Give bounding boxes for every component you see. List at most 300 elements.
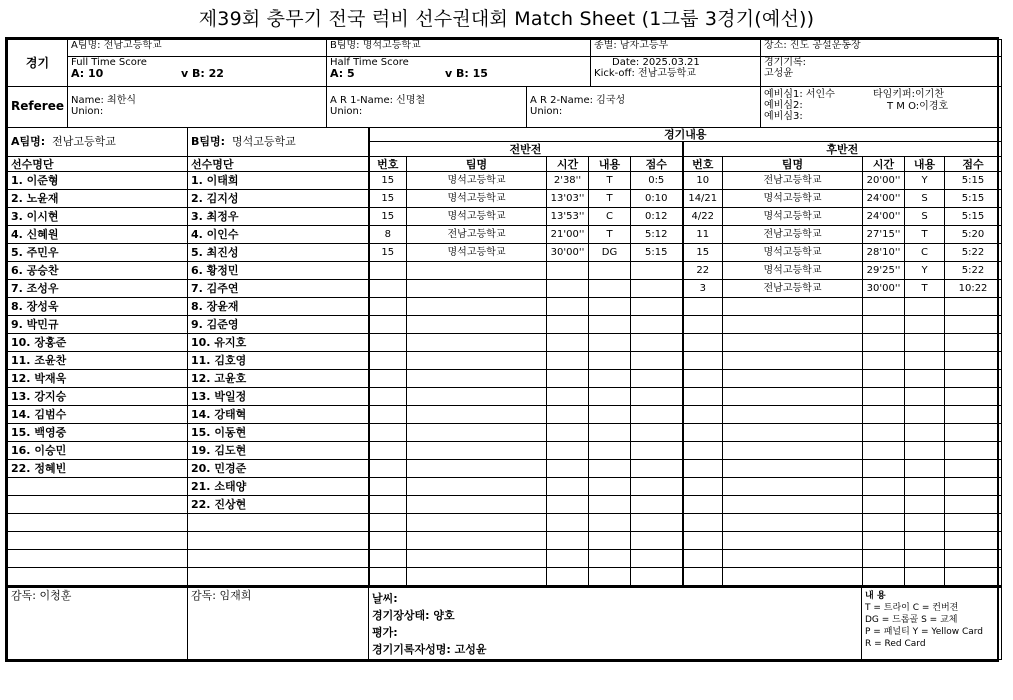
first-half-score [631,532,683,550]
half-score-a: A: 5 [330,67,355,80]
player-a: 10. 장홍준 [8,334,188,352]
first-half-score [631,388,683,406]
category: 종별: 남자고등부 [591,40,761,57]
second-half-time [863,298,905,316]
second-half-content: T [905,280,945,298]
half-time-label: Half Time Score [330,57,409,68]
first-half-time: 13'53'' [547,208,589,226]
first-half-content [589,568,631,586]
second-half-score [945,316,1002,334]
player-a: 14. 김범수 [8,406,188,424]
roster-row [8,460,1002,478]
second-half-no [683,316,723,334]
second-half-time: 30'00'' [863,280,905,298]
half-score-b: v B: 15 [445,67,488,80]
second-half-content: T [905,226,945,244]
referee-label: Referee [8,87,68,127]
second-half-no [683,514,723,532]
match-label: 경기 [8,40,68,87]
first-half-no [369,550,407,568]
second-half-score [945,532,1002,550]
second-half-team [723,316,863,334]
player-a [8,532,188,550]
team-a-name: 전남고등학교 [52,135,116,149]
first-half-score [631,514,683,532]
first-half-content [589,550,631,568]
player-a: 2. 노윤재 [8,190,188,208]
second-half-content [905,370,945,388]
second-half-time [863,442,905,460]
second-half-no [683,478,723,496]
second-half-score: 5:22 [945,244,1002,262]
player-b [188,514,369,532]
second-half-content [905,406,945,424]
second-half-score [945,370,1002,388]
first-half-team [407,352,547,370]
roster-row [8,424,1002,442]
second-half-team [723,478,863,496]
timekeeper: 타임키퍼:이기찬 [873,89,944,100]
first-half-team [407,298,547,316]
second-half-score: 10:22 [945,280,1002,298]
first-half-no: 8 [369,226,407,244]
player-a: 6. 공승찬 [8,262,188,280]
player-a: 11. 조윤찬 [8,352,188,370]
roster-row [8,316,1002,334]
field-condition: 경기장상태: 양호 [372,609,455,622]
full-time-cell [68,57,327,87]
player-a [8,496,188,514]
first-half-content [589,280,631,298]
second-half-time [863,550,905,568]
team-b-label-main: B팀명: [191,135,226,149]
player-a: 9. 박민규 [8,316,188,334]
full-score-a: A: 10 [71,67,104,80]
second-half-score [945,388,1002,406]
weather: 날씨: [372,592,398,605]
first-half-no [369,262,407,280]
first-half-score [631,316,683,334]
second-half-team: 명석고등학교 [723,262,863,280]
first-half-time: 2'38'' [547,172,589,190]
match-sheet [5,37,999,662]
first-half-team [407,532,547,550]
second-half-content [905,568,945,586]
first-half-time [547,316,589,334]
first-half-content: T [589,172,631,190]
second-half-score [945,550,1002,568]
first-half-header: 전반전 [369,142,683,157]
roster-row [8,334,1002,352]
full-score-b: v B: 22 [181,67,224,80]
reserve-2: 예비심2: [764,100,803,111]
second-half-no [683,406,723,424]
first-half-team [407,262,547,280]
second-half-content [905,424,945,442]
second-half-time [863,532,905,550]
second-half-content: C [905,244,945,262]
second-half-team [723,460,863,478]
first-half-score [631,550,683,568]
first-half-content [589,442,631,460]
ar2-union: Union: [530,106,563,117]
second-half-no [683,532,723,550]
second-half-score [945,424,1002,442]
player-b: 10. 유지호 [188,334,369,352]
ar2-cell [527,87,761,127]
second-half-time [863,370,905,388]
second-half-no [683,298,723,316]
second-half-team: 명석고등학교 [723,208,863,226]
first-half-time [547,442,589,460]
first-half-score: 5:15 [631,244,683,262]
roster-a-header: 선수명단 [8,157,188,172]
first-half-no [369,280,407,298]
first-half-team [407,316,547,334]
legend [862,587,1002,659]
team-b-cell [188,128,369,157]
second-half-time: 24'00'' [863,208,905,226]
second-half-no [683,370,723,388]
first-half-content: T [589,226,631,244]
first-half-no [369,352,407,370]
player-a: 16. 이승민 [8,442,188,460]
roster-b-header: 선수명단 [188,157,369,172]
player-b: 2. 김지성 [188,190,369,208]
roster-row [8,496,1002,514]
first-half-content [589,262,631,280]
first-half-time [547,406,589,424]
tmo: T M O:이경호 [887,101,949,112]
recorder-label: 경기기록: [764,57,807,68]
first-half-no [369,298,407,316]
second-half-team [723,532,863,550]
second-half-score [945,514,1002,532]
first-half-no [369,316,407,334]
record-writer: 경기기록자성명: 고성윤 [372,643,487,656]
second-half-score: 5:15 [945,172,1002,190]
full-time-label: Full Time Score [71,57,147,68]
second-half-no [683,460,723,478]
player-a: 4. 신혜원 [8,226,188,244]
second-half-no: 4/22 [683,208,723,226]
first-half-score [631,424,683,442]
first-half-score: 5:12 [631,226,683,244]
team-a-label-main: A팀명: [11,135,46,149]
fh-col-score: 점수 [631,157,683,172]
first-half-content [589,424,631,442]
second-half-content [905,550,945,568]
first-half-time: 30'00'' [547,244,589,262]
first-half-time: 21'00'' [547,226,589,244]
legend-line: T = 트라이 C = 컨버젼 [865,603,959,613]
player-a: 1. 이준형 [8,172,188,190]
second-half-score: 5:15 [945,208,1002,226]
venue: 장소: 진도 공설운동장 [761,40,1002,57]
first-half-team: 명석고등학교 [407,190,547,208]
ar1-union: Union: [330,106,363,117]
reserve-cell [761,87,1002,127]
second-half-team: 전남고등학교 [723,172,863,190]
player-b: 3. 최정우 [188,208,369,226]
legend-line: P = 패널티 Y = Yellow Card [865,627,984,637]
player-a: 12. 박재욱 [8,370,188,388]
second-half-score: 5:22 [945,262,1002,280]
player-b: 22. 진상현 [188,496,369,514]
player-b: 6. 황정민 [188,262,369,280]
second-half-score: 5:20 [945,226,1002,244]
second-half-time [863,514,905,532]
second-half-content: Y [905,262,945,280]
header-table [7,39,1002,87]
second-half-score [945,460,1002,478]
second-half-content [905,334,945,352]
fh-col-team: 팀명 [407,157,547,172]
second-half-no [683,496,723,514]
first-half-score [631,262,683,280]
first-half-time [547,388,589,406]
referee-table [7,87,1002,128]
referee-name: Name: 최한식 [71,95,137,106]
first-half-no: 15 [369,208,407,226]
second-half-score [945,352,1002,370]
second-half-time: 20'00'' [863,172,905,190]
first-half-score [631,334,683,352]
roster-row [8,532,1002,550]
first-half-team [407,334,547,352]
roster-row [8,406,1002,424]
coach-a: 감독: 이청훈 [8,587,188,659]
first-half-time [547,478,589,496]
first-half-no [369,478,407,496]
first-half-no [369,568,407,586]
second-half-team [723,442,863,460]
player-b: 7. 김주연 [188,280,369,298]
roster-row [8,190,1002,208]
second-half-team [723,424,863,442]
second-half-no [683,568,723,586]
player-b: 12. 고윤호 [188,370,369,388]
player-a: 5. 주민우 [8,244,188,262]
player-b: 11. 김호영 [188,352,369,370]
second-half-no: 22 [683,262,723,280]
first-half-time [547,298,589,316]
first-half-team: 전남고등학교 [407,226,547,244]
first-half-no [369,496,407,514]
second-half-content: S [905,190,945,208]
second-half-content [905,532,945,550]
first-half-content [589,388,631,406]
first-half-time [547,280,589,298]
first-half-score [631,568,683,586]
first-half-content [589,352,631,370]
first-half-team [407,406,547,424]
second-half-no: 3 [683,280,723,298]
first-half-score: 0:5 [631,172,683,190]
first-half-time [547,460,589,478]
first-half-team: 명석고등학교 [407,244,547,262]
second-half-score: 5:15 [945,190,1002,208]
first-half-score [631,442,683,460]
first-half-team [407,478,547,496]
second-half-team: 명석고등학교 [723,244,863,262]
second-half-no [683,550,723,568]
first-half-team [407,550,547,568]
second-half-no [683,388,723,406]
first-half-no: 15 [369,244,407,262]
first-half-score [631,406,683,424]
second-half-team [723,514,863,532]
second-half-content [905,352,945,370]
second-half-time [863,478,905,496]
roster-row [8,172,1002,190]
first-half-team [407,280,547,298]
player-a [8,478,188,496]
team-a-cell [8,128,188,157]
referee-cell [68,87,327,127]
roster-row [8,478,1002,496]
second-half-team [723,298,863,316]
roster-row [8,226,1002,244]
sh-col-time: 시간 [863,157,905,172]
sh-col-team: 팀명 [723,157,863,172]
second-half-content [905,496,945,514]
first-half-score [631,460,683,478]
second-half-team: 전남고등학교 [723,226,863,244]
first-half-score [631,298,683,316]
roster-row [8,208,1002,226]
first-half-no [369,388,407,406]
fh-col-content: 내용 [589,157,631,172]
team-b-label: B팀명: 명석고등학교 [327,40,591,57]
second-half-no [683,442,723,460]
second-half-time [863,568,905,586]
first-half-no: 15 [369,172,407,190]
first-half-team [407,460,547,478]
second-half-team [723,496,863,514]
second-half-content [905,388,945,406]
first-half-team: 명석고등학교 [407,172,547,190]
first-half-no [369,406,407,424]
first-half-score [631,496,683,514]
second-half-team [723,406,863,424]
second-half-time: 28'10'' [863,244,905,262]
first-half-no [369,370,407,388]
reserve-1: 예비심1: 서인수 [764,89,835,100]
roster-row [8,244,1002,262]
legend-title: 내 용 [865,591,886,601]
first-half-no: 15 [369,190,407,208]
first-half-time [547,496,589,514]
second-half-time [863,460,905,478]
first-half-team [407,496,547,514]
team-b-name: 명석고등학교 [232,135,296,149]
player-b [188,532,369,550]
first-half-no [369,460,407,478]
second-half-content [905,316,945,334]
player-b: 8. 장윤재 [188,298,369,316]
second-half-header: 후반전 [683,142,1002,157]
second-half-team [723,568,863,586]
player-a: 15. 백영중 [8,424,188,442]
player-b: 21. 소태양 [188,478,369,496]
player-a [8,568,188,586]
roster-row [8,514,1002,532]
first-half-time [547,514,589,532]
second-half-time [863,496,905,514]
second-half-team [723,550,863,568]
second-half-score [945,334,1002,352]
player-b: 14. 강태혁 [188,406,369,424]
first-half-score: 0:12 [631,208,683,226]
referee-union: Union: [71,106,104,117]
first-half-time [547,568,589,586]
recorder-name: 고성윤 [764,68,793,79]
second-half-time [863,388,905,406]
second-half-content: Y [905,172,945,190]
player-b: 4. 이인수 [188,226,369,244]
second-half-score [945,496,1002,514]
first-half-no [369,514,407,532]
legend-line: DG = 드롭골 S = 교체 [865,615,958,625]
first-half-time [547,532,589,550]
legend-line: R = Red Card [865,639,926,649]
second-half-no: 14/21 [683,190,723,208]
sh-col-no: 번호 [683,157,723,172]
second-half-score [945,298,1002,316]
player-b: 9. 김준영 [188,316,369,334]
second-half-time: 29'25'' [863,262,905,280]
sh-col-content: 내용 [905,157,945,172]
coach-b: 감독: 임재희 [188,587,369,659]
player-a: 7. 조성우 [8,280,188,298]
second-half-team: 전남고등학교 [723,280,863,298]
first-half-score [631,352,683,370]
second-half-content [905,514,945,532]
second-half-no [683,424,723,442]
first-half-no [369,334,407,352]
first-half-no [369,442,407,460]
first-half-content: C [589,208,631,226]
second-half-score [945,478,1002,496]
ar1-cell [327,87,527,127]
first-half-team [407,424,547,442]
first-half-content [589,460,631,478]
second-half-team [723,334,863,352]
second-half-time [863,424,905,442]
second-half-no: 11 [683,226,723,244]
ar2-name: A R 2-Name: 김국성 [530,95,626,106]
player-b [188,550,369,568]
first-half-score [631,478,683,496]
second-half-team [723,370,863,388]
match-notes [369,587,862,659]
second-half-time: 24'00'' [863,190,905,208]
first-half-content [589,532,631,550]
player-a [8,514,188,532]
fh-col-no: 번호 [369,157,407,172]
page-title: 제39회 충무기 전국 럭비 선수권대회 Match Sheet (1그룹 3경기(예선)) [198,8,815,30]
date-kickoff-cell [591,57,761,87]
player-b: 1. 이태희 [188,172,369,190]
second-half-score [945,442,1002,460]
first-half-time [547,352,589,370]
main-table [7,128,1002,587]
match-content-header: 경기내용 [369,128,1002,142]
second-half-team [723,352,863,370]
half-time-cell [327,57,591,87]
second-half-score [945,568,1002,586]
